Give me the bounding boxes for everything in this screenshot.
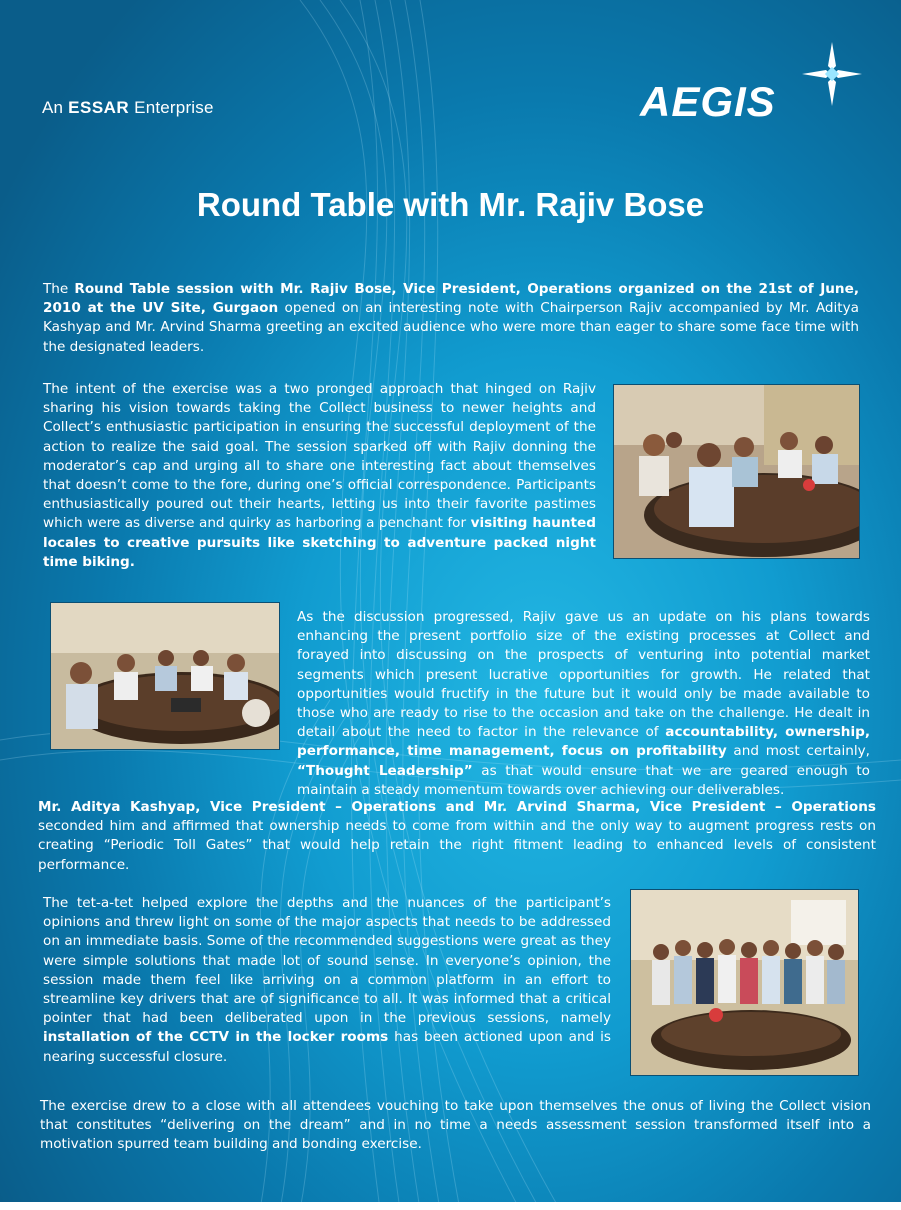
- intro-paragraph: [43, 280, 859, 357]
- tagline-prefix: An: [42, 98, 64, 117]
- discussion-bold-1: accountability, ownership, performance, time management, focus on profitability: [297, 724, 870, 760]
- meeting-photo-2-image: [51, 603, 279, 749]
- discussion-text-2: and most certainly,: [726, 743, 870, 760]
- closing-text-1: The exercise drew to a close with all attendees vouching to take upon themselves the onus of living the Collect vision that constitutes “delivering on the dream” and in no time a needs assessment session transformed itself into a motivation spurred team building and bonding exercise.: [40, 1098, 871, 1153]
- discussion-bold-2: “Thought Leadership”: [297, 762, 473, 779]
- essar-brand: ESSAR: [68, 98, 130, 117]
- essar-enterprise-tagline: [42, 98, 214, 118]
- intent-text-1: The intent of the exercise was a two pronged approach that hinged on Rajiv sharing his vision towards taking the Collect business to newer heights and Collect’s enthusiastic participation in ensuring the successful deployment of the action to realize the said goal. The session sparked off with Rajiv donning the moderator’s cap and urging all to share one interesting fact about themselves that doesn’t come to the fore, during one’s official correspondence. Participants enthusiastically poured out their hearts, letting us into their favorite pastimes which were as diverse and quirky as harboring a penchant for: [43, 381, 596, 532]
- tet-a-tet-bold-1: installation of the CCTV in the locker rooms: [43, 1029, 389, 1046]
- tagline-suffix: Enterprise: [134, 98, 214, 117]
- discussion-text-3: as that would ensure that we are geared enough to maintain a steady momentum towards over achieving our deliverables.: [297, 762, 871, 798]
- vp-paragraph: [38, 798, 876, 875]
- page-title: Round Table with Mr. Rajiv Bose: [196, 186, 705, 223]
- meeting-photo-1: [613, 384, 860, 559]
- tet-a-tet-text-1: The tet-a-tet helped explore the depths and the nuances of the participant’s opinions and threw light on some of the major aspects that needs to be addressed on an immediate basis. Some of the recommended suggestions were great as they were simple solutions that made lot of sound sense. In everyone’s opinion, the session made them feel like arriving on a common platform in an effort to streamline key drivers that are of significance to all. It was informed that a critical pointer that had been deliberated upon in the previous sessions, namely: [43, 895, 611, 1027]
- vp-bold-1: Mr. Aditya Kashyap, Vice President – Operations and Mr. Arvind Sharma, Vice President – Operations: [38, 799, 876, 815]
- closing-paragraph: [40, 1097, 871, 1155]
- tet-a-tet-paragraph: [43, 894, 611, 1067]
- plus-star-logo-icon: [800, 40, 864, 110]
- discussion-text-1: As the discussion progressed, Rajiv gave us an update on his plans towards enhancing the present portfolio size of the existing processes at Collect and forayed into discussing on the prospects of venturing into potential market segments which present lucrative opportunities for growth. He related that opportunities would fructify in the future but it would only be made available to those who are ready to rise to the occasion and take on the challenge. He dealt in detail about the need to factor in the relevance of: [297, 609, 870, 741]
- intro-text-2: opened on an interesting note with Chairperson Rajiv accompanied by Mr. Aditya Kashyap and Mr. Arvind Sharma greeting an excited audience who were more than eager to share some face time with the designated leaders.: [43, 300, 859, 355]
- discussion-paragraph: [297, 608, 870, 800]
- meeting-photo-2: [50, 602, 280, 750]
- group-photo: [630, 889, 859, 1076]
- intent-bold-1: visiting haunted locales to creative pursuits like sketching to adventure packed night time biking.: [43, 515, 596, 570]
- aegis-logo-text: AEGIS: [640, 78, 776, 125]
- meeting-photo-1-image: [614, 385, 859, 558]
- intro-bold-1: Round Table session with Mr. Rajiv Bose, Vice President, Operations organized on the 21st of June, 2010 at the UV Site, Gurgaon: [43, 281, 859, 317]
- intro-text-1: The: [43, 281, 75, 297]
- aegis-logo: [640, 40, 870, 130]
- group-photo-image: [631, 890, 858, 1075]
- vp-text-1: seconded him and affirmed that ownership needs to come from within and the only way to augment progress rests on creating “Periodic Toll Gates” that would help retain the right fitment leading to enhanced levels of consistent performance.: [38, 818, 876, 873]
- tet-a-tet-text-2: has been actioned upon and is nearing successful closure.: [43, 1029, 611, 1065]
- intent-paragraph: [43, 380, 596, 572]
